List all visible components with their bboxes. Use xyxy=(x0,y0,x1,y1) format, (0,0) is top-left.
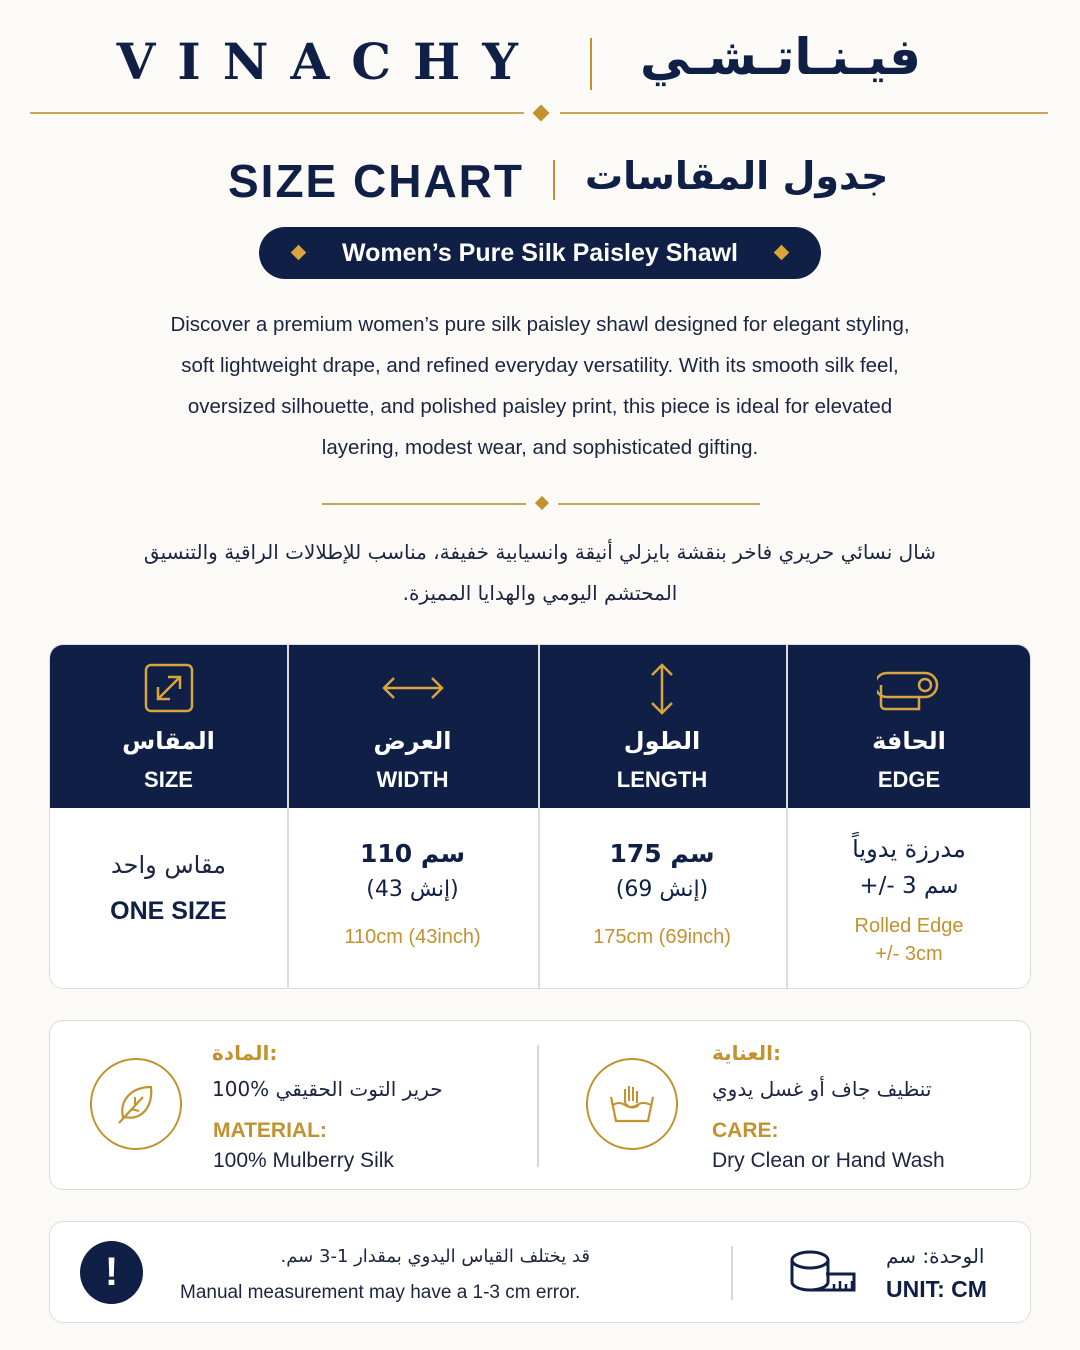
care-label-ar: العناية: xyxy=(712,1041,781,1065)
header-size-en: SIZE xyxy=(144,767,193,792)
title-divider xyxy=(553,160,555,200)
description-en xyxy=(110,304,970,468)
column-edge xyxy=(786,645,1031,988)
brand-name-ar: فيـنـاتـشـي xyxy=(640,28,921,86)
material-care-card xyxy=(49,1020,1031,1190)
column-length xyxy=(538,645,786,988)
resize-diagonal-icon xyxy=(144,663,194,717)
card-divider xyxy=(537,1045,539,1167)
mid-diamond xyxy=(535,496,549,510)
material-label-ar: المادة: xyxy=(212,1041,278,1065)
material-label-en: MATERIAL: xyxy=(213,1119,327,1142)
length-value-ar: 175 سم xyxy=(609,839,715,868)
title-ar: جدول المقاسات xyxy=(585,154,889,198)
note-divider xyxy=(731,1246,733,1300)
header-rule-left xyxy=(30,112,524,114)
brand-divider xyxy=(590,38,592,90)
care-value-ar: تنظيف جاف أو غسل يدوي xyxy=(712,1077,932,1101)
edge-tolerance-en: +/- 3cm xyxy=(875,943,943,965)
care-value-en: Dry Clean or Hand Wash xyxy=(712,1149,945,1172)
unit-label-en: UNIT: CM xyxy=(886,1276,987,1302)
pill-diamond-left xyxy=(291,245,307,261)
column-size xyxy=(50,645,287,988)
horizontal-arrows-icon xyxy=(380,673,446,707)
description-line: soft lightweight drape, and refined everyday versatility. With its smooth silk feel, xyxy=(181,354,899,377)
note-text-en: Manual measurement may have a 1-3 cm error. xyxy=(180,1282,581,1303)
width-value-ar: 110 سم xyxy=(359,839,466,868)
header-width-en: WIDTH xyxy=(376,767,449,792)
mid-rule-left xyxy=(322,503,526,505)
brand-header xyxy=(0,28,1080,98)
title-en: SIZE CHART xyxy=(228,155,524,207)
brand-name-en: VINACHY xyxy=(116,32,540,91)
width-value-inch-ar: (43 إنش) xyxy=(366,877,459,902)
header-diamond xyxy=(533,105,550,122)
description-ar xyxy=(100,532,980,614)
pill-diamond-right xyxy=(774,245,790,261)
note-text-ar: قد يختلف القياس اليدوي بمقدار 1-3 سم. xyxy=(280,1246,590,1267)
fabric-roll-icon xyxy=(877,667,941,717)
description-line: layering, modest wear, and sophisticated gifting. xyxy=(321,436,759,459)
width-value-en: 110cm (43inch) xyxy=(344,926,481,948)
description-line: oversized silhouette, and polished paisley print, this piece is ideal for elevated xyxy=(187,395,893,418)
material-value-en: 100% Mulberry Silk xyxy=(213,1149,394,1172)
size-table xyxy=(49,644,1031,989)
header-length-en: LENGTH xyxy=(616,767,708,792)
description-ar-line: شال نسائي حريري فاخر بنقشة بايزلي أنيقة وانسيابية خفيفة، مناسب للإطلالات الراقية والتنسيق xyxy=(143,540,937,564)
edge-value-ar: مدرزة يدوياً xyxy=(852,835,966,863)
header-edge-ar: الحافة xyxy=(872,727,946,755)
leaf-icon xyxy=(90,1058,182,1150)
size-value-en: ONE SIZE xyxy=(110,897,227,925)
column-width xyxy=(287,645,538,988)
header-width-ar: العرض xyxy=(373,727,452,755)
length-value-inch-ar: (69 إنش) xyxy=(615,877,709,902)
exclamation-icon: ! xyxy=(80,1241,143,1304)
size-value-ar: مقاس واحد xyxy=(111,851,226,879)
measuring-tape-icon xyxy=(788,1248,858,1304)
header-length-ar: الطول xyxy=(623,727,701,755)
material-value-ar: 100% حرير التوت الحقيقي xyxy=(212,1077,443,1101)
hand-wash-icon xyxy=(586,1058,678,1150)
header-size-ar: المقاس xyxy=(122,727,215,755)
edge-tolerance-ar: +/- 3 سم xyxy=(859,873,959,899)
mid-rule-right xyxy=(558,503,760,505)
edge-value-en: Rolled Edge xyxy=(854,915,964,937)
description-ar-line: المحتشم اليومي والهدايا المميزة. xyxy=(402,581,678,605)
unit-label-ar: الوحدة: سم xyxy=(886,1244,985,1268)
care-label-en: CARE: xyxy=(712,1119,779,1142)
note-card xyxy=(49,1221,1031,1323)
page-title xyxy=(0,152,1080,208)
product-name-pill xyxy=(259,227,821,279)
header-edge-en: EDGE xyxy=(877,767,941,792)
length-value-en: 175cm (69inch) xyxy=(593,926,731,948)
product-name: Women’s Pure Silk Paisley Shawl xyxy=(342,238,738,267)
vertical-arrows-icon xyxy=(647,661,677,721)
description-line: Discover a premium women’s pure silk paisley shawl designed for elegant styling, xyxy=(170,313,910,336)
header-rule-right xyxy=(560,112,1048,114)
